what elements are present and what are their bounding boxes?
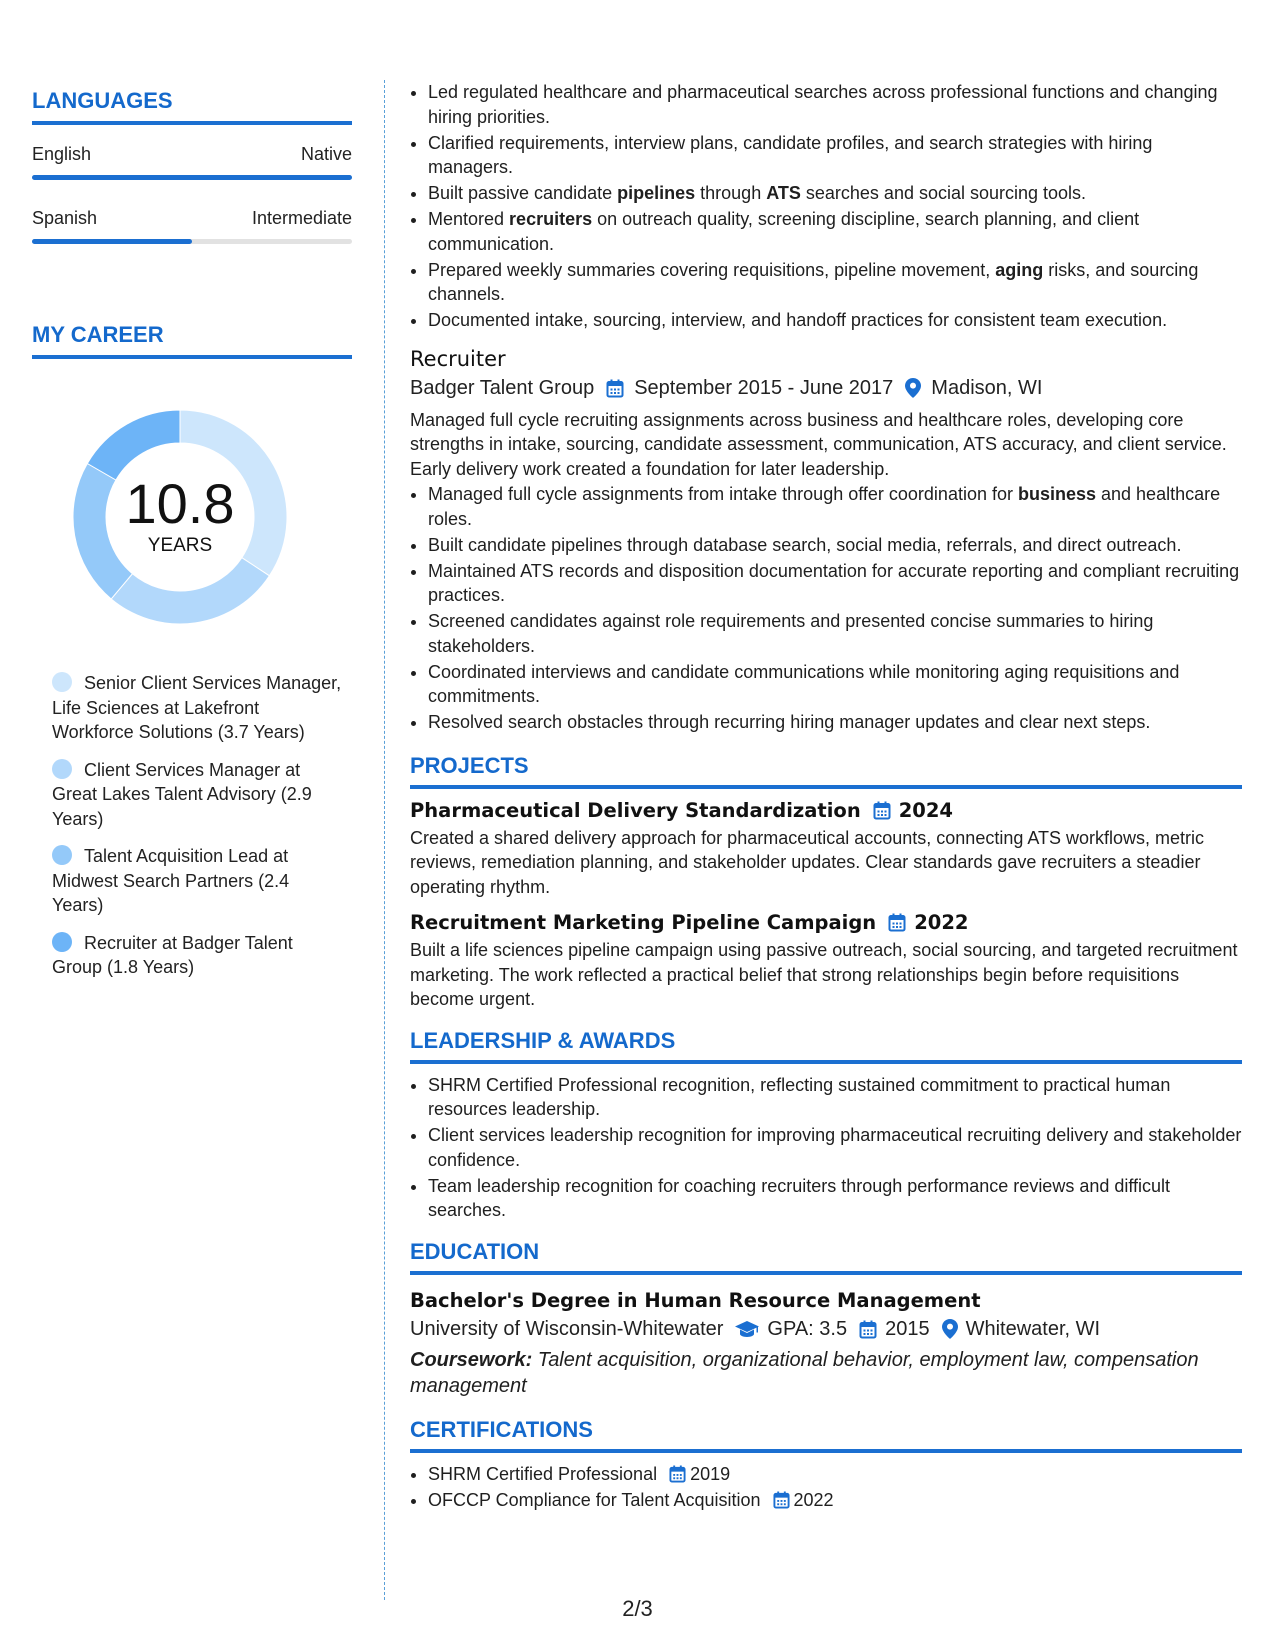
calendar-icon [606,379,624,398]
project-item [410,911,1242,1012]
graduation-cap-icon [735,1320,759,1338]
bullet-bold-text: aging [995,259,1044,280]
job-location: Madison, WI [931,376,1043,399]
legend-dot [52,759,72,779]
career-donut-chart [66,403,294,631]
career-legend-item [52,671,342,745]
career-legend-text: Senior Client Services Manager, Life Sciences at Lakefront Workforce Solutions (3.7 Years) [52,673,342,742]
education-meta [410,1318,1242,1341]
bullet-item [428,258,1242,307]
bullet-text: Built passive candidate [428,183,618,203]
career-legend-item [52,844,342,918]
bullet-text: Managed full cycle assignments from intake through offer coordination for [428,484,1018,504]
certifications-heading: CERTIFICATIONS [410,1417,1242,1453]
career-legend-text: Recruiter at Badger Talent Group (1.8 Years) [52,932,293,977]
coursework-label: Coursework: [410,1348,533,1371]
bullet-item [428,660,1242,709]
education-heading: EDUCATION [410,1239,1242,1275]
language-item [32,208,352,244]
awards-section [410,1028,1242,1223]
bullet-text: through [695,183,767,203]
bullet-item [428,308,1242,333]
legend-dot [52,845,72,865]
award-item: • Client services leadership recognition for improving pharmaceutical recruiting delivery and stakeholder confidence. [428,1123,1242,1172]
job-bullets [410,482,1242,735]
location-pin-icon [942,1319,958,1339]
bullet-text: and healthcare roles. [428,484,1221,529]
bullet-text: Built candidate pipelines through database search, social media, referrals, and direct outreach. [428,534,1182,555]
bullet-text: on outreach quality, screening discipline, search planning, and client communication. [428,209,1140,254]
calendar-icon [888,913,906,932]
bullet-text: Coordinated interviews and candidate communications while monitoring aging requisitions and commitments. [428,661,1180,706]
calendar-icon [773,1491,790,1509]
company-name: Badger Talent Group [410,376,595,399]
degree-title: Bachelor's Degree in Human Resource Management [410,1288,981,1312]
calendar-icon [859,1320,877,1339]
bullet-item [428,181,1242,206]
career-legend-item [52,758,342,832]
certification-name: • SHRM Certified Professional [428,1463,658,1484]
bullet-text: Mentored [428,209,510,229]
languages-heading: LANGUAGES [32,88,352,125]
coursework-text: Talent acquisition, organizational behavior, employment law, compensation management [410,1348,1199,1397]
certification-year: 2022 [793,1489,834,1510]
career-legend-text: Talent Acquisition Lead at Midwest Search Partners (2.4 Years) [52,846,290,915]
language-name: Spanish [32,208,98,228]
project-description: Created a shared delivery approach for pharmaceutical accounts, connecting ATS workflows, metric reviews, remediation planning, and stakeholder updates. Clear standards gave recruiters a steadier operating rhythm. [410,827,1205,897]
bullet-item [428,559,1242,608]
career-legend-item [52,931,342,980]
certifications-section [410,1417,1242,1513]
project-year: 2022 [914,911,969,934]
school-location: Whitewater, WI [965,1317,1101,1340]
awards-heading: LEADERSHIP & AWARDS [410,1028,1242,1064]
career-legend-text: Client Services Manager at Great Lakes Talent Advisory (2.9 Years) [52,759,312,829]
language-bar-fill [32,239,192,244]
language-level: Intermediate [251,208,352,228]
bullet-item [428,482,1242,531]
award-item: • Team leadership recognition for coaching recruiters through performance reviews and difficult searches. [428,1174,1242,1223]
bullet-bold-text: recruiters [509,209,593,229]
career-legend [52,671,342,980]
project-year: 2024 [898,798,953,822]
bullet-text: Maintained ATS records and disposition documentation for accurate reporting and compliant recruiting practices. [428,560,1240,605]
job-dates: September 2015 - June 2017 [634,376,894,399]
bullet-item [428,80,1242,129]
bullet-bold-text: pipelines [617,183,696,203]
previous-job-bullets [410,80,1242,333]
language-bar [32,239,352,244]
project-item [410,799,1242,900]
coursework [410,1347,1242,1399]
awards-list [410,1073,1242,1223]
total-years-label: YEARS [147,535,213,556]
language-bar-fill [32,175,352,180]
bullet-text: Documented intake, sourcing, interview, and handoff practices for consistent team execution. [428,310,1168,330]
legend-dot [52,672,72,692]
projects-heading: PROJECTS [410,753,1242,789]
bullet-bold-text: ATS [766,183,801,203]
location-pin-icon [905,378,921,398]
career-heading: MY CAREER [32,322,352,359]
bullet-text: Led regulated healthcare and pharmaceutical searches across professional functions and changing hiring priorities. [428,82,1218,127]
award-item: • SHRM Certified Professional recognition, reflecting sustained commitment to practical human resources leadership. [428,1073,1242,1122]
language-item [32,144,352,180]
column-divider [384,80,385,1600]
bullet-text: risks, and sourcing channels. [428,259,1199,304]
job-meta [410,377,1242,400]
legend-dot [52,932,72,952]
sidebar [32,88,352,993]
bullet-item [428,533,1242,558]
certifications-list [410,1462,1242,1513]
bullet-text: Screened candidates against role requirements and presented concise summaries to hiring stakeholders. [428,611,1154,656]
certification-name: • OFCCP Compliance for Talent Acquisition [428,1489,761,1510]
job-title: Recruiter [410,346,506,371]
bullet-text: Resolved search obstacles through recurring hiring manager updates and clear next steps. [428,712,1151,732]
job-entry-recruiter [410,347,1242,735]
project-description: Built a life sciences pipeline campaign using passive outreach, social sourcing, and targeted recruitment marketing. The work reflected a practical belief that strong relationships begin before requisitions become urgent. [410,940,1238,1009]
page-number: 2/3 [622,1596,653,1621]
certification-item [428,1488,1242,1513]
bullet-bold-text: business [1017,484,1097,504]
certification-item [428,1462,1242,1487]
bullet-text: searches and social sourcing tools. [800,183,1087,203]
project-title: Recruitment Marketing Pipeline Campaign [410,911,877,934]
calendar-icon [873,801,891,820]
certification-year: 2019 [690,1463,731,1484]
job-summary: Managed full cycle recruiting assignments across business and healthcare roles, developing core strengths in intake, sourcing, candidate assessment, communication, ATS accuracy, and client service. Early delivery work created a foundation for later leadership. [410,409,1227,479]
language-level: Native [300,144,352,164]
bullet-item [428,207,1242,256]
projects-section [410,753,1242,1012]
main-column [410,80,1242,1514]
gpa: GPA: 3.5 [767,1317,848,1340]
school-name: University of Wisconsin-Whitewater [410,1317,724,1340]
calendar-icon [669,1465,686,1483]
language-bar [32,175,352,180]
bullet-item [428,609,1242,658]
language-name: English [32,144,92,164]
graduation-year: 2015 [885,1317,930,1340]
bullet-item [428,131,1242,180]
bullet-text: Clarified requirements, interview plans, candidate profiles, and search strategies with hiring managers. [428,132,1153,177]
project-title: Pharmaceutical Delivery Standardization [410,798,861,822]
bullet-text: Prepared weekly summaries covering requisitions, pipeline movement, [428,259,996,280]
total-years-value: 10.8 [125,472,235,535]
education-section [410,1239,1242,1399]
bullet-item [428,710,1242,735]
